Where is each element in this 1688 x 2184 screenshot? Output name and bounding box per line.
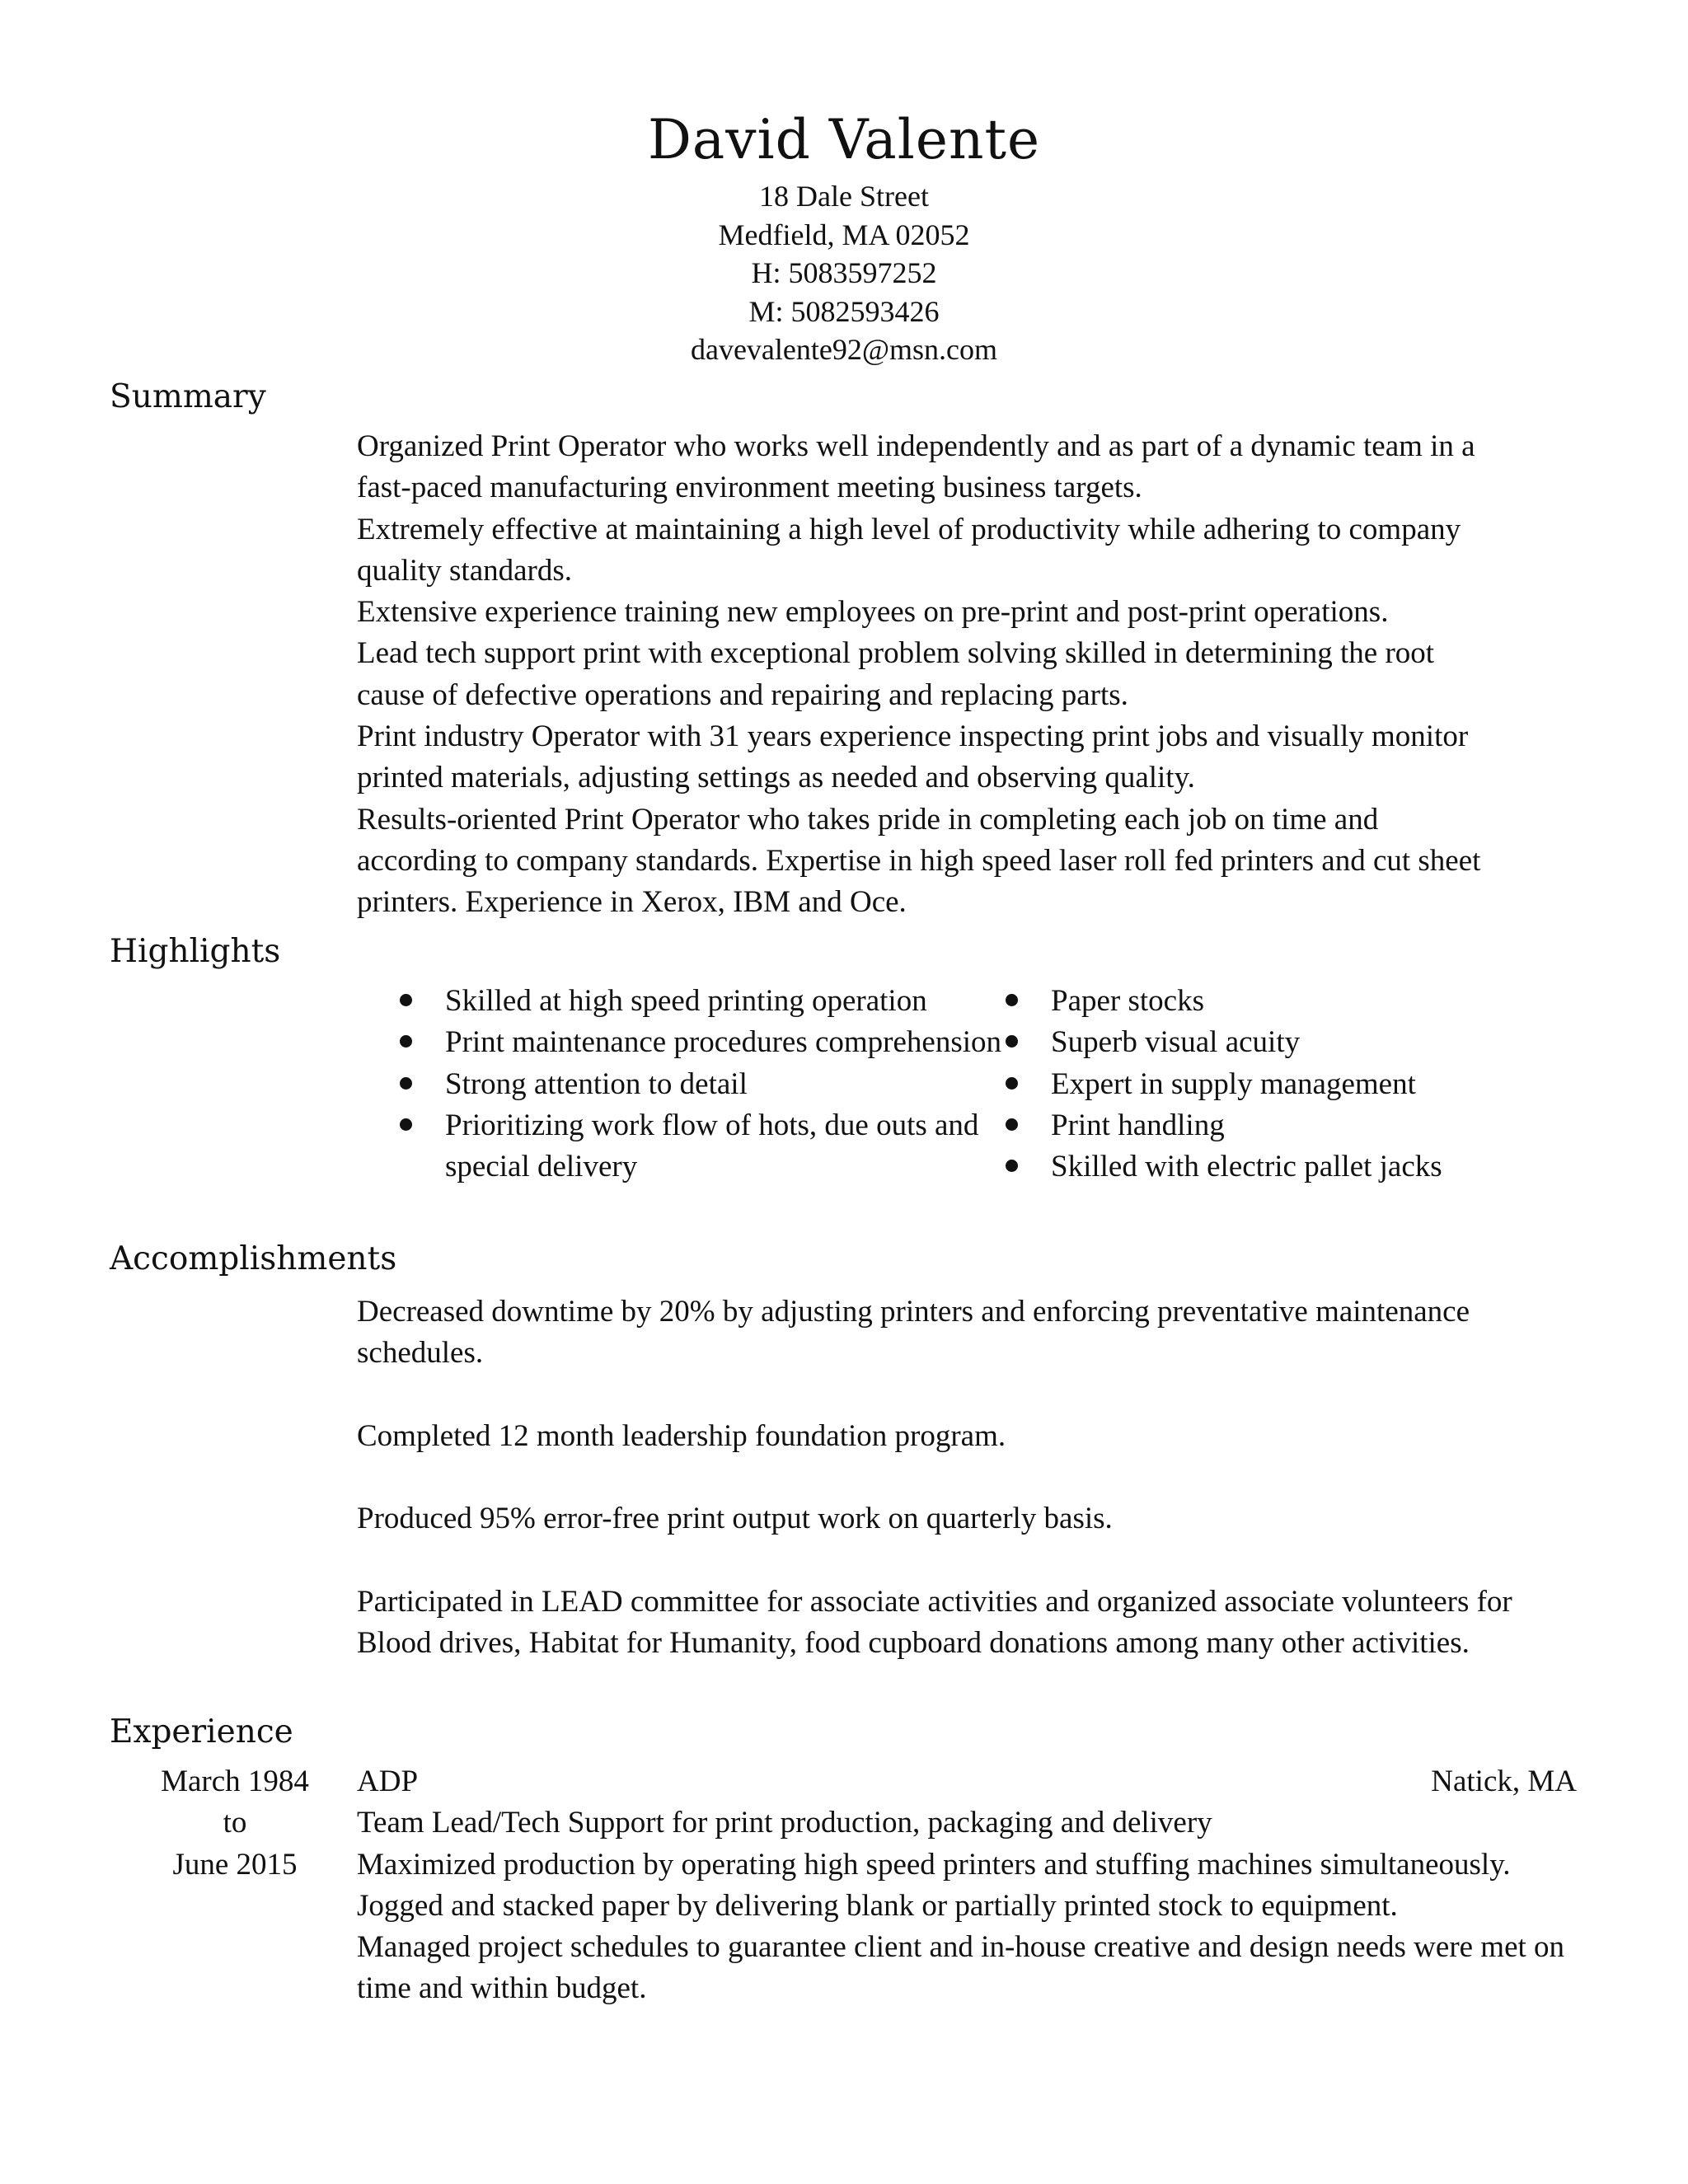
job-end-date: June 2015 bbox=[172, 1847, 298, 1882]
highlight-text: Print handling bbox=[1051, 1108, 1225, 1142]
job-role: Team Lead/Tech Support for print production, packaging and delivery bbox=[357, 1806, 1212, 1840]
summary-line: Results-oriented Print Operator who takes pride in completing each job on time and bbox=[357, 802, 1379, 837]
highlight-text: Skilled with electric pallet jacks bbox=[1051, 1150, 1442, 1184]
summary-line: Extensive experience training new employees on pre-print and post-print operations. bbox=[357, 595, 1389, 630]
bullet-icon bbox=[1006, 1118, 1018, 1131]
summary-line: according to company standards. Expertise in high speed laser roll fed printers and cut sheet bbox=[357, 843, 1481, 878]
summary-line: Organized Print Operator who works well independently and as part of a dynamic team in a bbox=[357, 429, 1475, 463]
highlight-text: Prioritizing work flow of hots, due outs and special delivery bbox=[445, 1108, 979, 1184]
accomplishment-item: Decreased downtime by 20% by adjusting printers and enforcing preventative maintenance schedules. bbox=[357, 1295, 1470, 1371]
address-city: Medfield, MA 02052 bbox=[718, 218, 970, 251]
summary-line: cause of defective operations and repairing and replacing parts. bbox=[357, 677, 1128, 712]
resume-header bbox=[0, 103, 1688, 369]
list-item bbox=[400, 1064, 1006, 1105]
experience-heading: Experience bbox=[110, 1713, 293, 1750]
summary-heading: Summary bbox=[110, 378, 266, 415]
list-item bbox=[1006, 981, 1541, 1022]
highlights-column-left bbox=[400, 981, 1006, 1188]
job-header bbox=[357, 1761, 1577, 1802]
list-item bbox=[400, 1022, 1006, 1063]
list-item bbox=[1006, 1022, 1541, 1063]
summary-line: printers. Experience in Xerox, IBM and Oce. bbox=[357, 885, 907, 920]
summary-line: printed materials, adjusting settings as needed and observing quality. bbox=[357, 761, 1195, 795]
job-duty: Jogged and stacked paper by delivering blank or partially printed stock to equipment. bbox=[357, 1888, 1398, 1923]
highlight-text: Skilled at high speed printing operation bbox=[445, 984, 927, 1018]
job-entry bbox=[357, 1761, 1577, 2010]
bullet-icon bbox=[1006, 994, 1018, 1006]
accomplishments-body bbox=[357, 1291, 1577, 1706]
bullet-icon bbox=[400, 1118, 412, 1131]
highlights-heading: Highlights bbox=[110, 933, 281, 970]
list-item bbox=[400, 1105, 1006, 1188]
bullet-icon bbox=[400, 1077, 412, 1090]
summary-line: Print industry Operator with 31 years experience inspecting print jobs and visually monitor bbox=[357, 719, 1469, 754]
highlights-column-right bbox=[1006, 981, 1541, 1188]
job-date-separator: to bbox=[223, 1806, 247, 1840]
accomplishment-item: Completed 12 month leadership foundation program. bbox=[357, 1418, 1006, 1453]
summary-line: Extremely effective at maintaining a high level of productivity while adhering to company bbox=[357, 512, 1461, 546]
job-company: ADP bbox=[357, 1765, 419, 1798]
job-location: Natick, MA bbox=[1431, 1765, 1577, 1798]
highlights-list bbox=[400, 981, 1578, 1188]
job-duty: Managed project schedules to guarantee client and in-house creative and design needs were met on time and within budget. bbox=[357, 1930, 1565, 2006]
summary-line: Lead tech support print with exceptional problem solving skilled in determining the root bbox=[357, 636, 1435, 671]
list-item bbox=[1006, 1146, 1541, 1188]
highlight-text: Strong attention to detail bbox=[445, 1066, 748, 1101]
highlight-text: Superb visual acuity bbox=[1051, 1025, 1301, 1060]
summary-line: quality standards. bbox=[357, 553, 573, 588]
job-start-date: March 1984 bbox=[161, 1765, 309, 1798]
mobile-phone: M: 5082593426 bbox=[748, 294, 940, 328]
address-street: 18 Dale Street bbox=[759, 180, 929, 213]
accomplishments-heading: Accomplishments bbox=[110, 1240, 397, 1277]
job-dates bbox=[140, 1761, 330, 1886]
bullet-icon bbox=[400, 1035, 412, 1047]
summary-line: fast-paced manufacturing environment meeting business targets. bbox=[357, 471, 1142, 505]
bullet-icon bbox=[400, 994, 412, 1006]
email-address: davevalente92@msn.com bbox=[690, 333, 998, 366]
summary-body bbox=[357, 426, 1577, 924]
job-duty: Maximized production by operating high speed printers and stuffing machines simultaneously. bbox=[357, 1847, 1511, 1882]
list-item bbox=[1006, 1064, 1541, 1105]
candidate-name: David Valente bbox=[647, 108, 1041, 171]
home-phone: H: 5083597252 bbox=[751, 256, 937, 289]
bullet-icon bbox=[1006, 1160, 1018, 1172]
highlight-text: Paper stocks bbox=[1051, 984, 1204, 1018]
bullet-icon bbox=[1006, 1077, 1018, 1090]
highlight-text: Expert in supply management bbox=[1051, 1066, 1416, 1101]
accomplishment-item: Produced 95% error-free print output work on quarterly basis. bbox=[357, 1502, 1113, 1536]
accomplishment-item: Participated in LEAD committee for associate activities and organized associate volunteers for Blood drives, Habitat for Humanity, food cupboard donations among many other activities. bbox=[357, 1585, 1512, 1661]
list-item bbox=[400, 981, 1006, 1022]
highlight-text: Print maintenance procedures comprehension bbox=[445, 1025, 1002, 1060]
list-item bbox=[1006, 1105, 1541, 1146]
bullet-icon bbox=[1006, 1035, 1018, 1047]
